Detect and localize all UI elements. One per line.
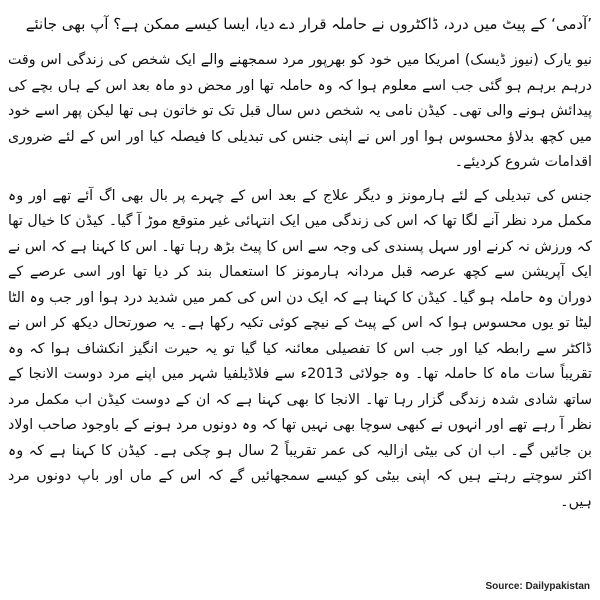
article-body (8, 10, 592, 515)
article-paragraph: نیو یارک (نیوز ڈیسک) امریکا میں خود کو بھرپور مرد سمجھنے والے ایک شخص کی زندگی اس وقت درہم برہم ہو گئی جب اسے معلوم ہوا کہ وہ حاملہ تھا اور محض دو ماہ بعد اس کے ہاں بچے کی پیدائش ہونے والی تھی۔ کیڈن نامی یہ شخص دس سال قبل تک تو خاتون ہی تھا لیکن پھر اسے خود میں کچھ بدلاؤ محسوس ہوا اور اس نے اپنی جنس کی تبدیلی کا فیصلہ کیا اور اس کے لئے ضروری اقدامات شروع کردیئے۔ (8, 52, 592, 170)
article-paragraph: جنس کی تبدیلی کے لئے ہارمونز و دیگر علاج کے بعد اس کے چہرے پر بال بھی اگ آئے تھے اور وہ مکمل مرد نظر آنے لگا تھا کہ اس کی زندگی میں ایک انتہائی غیر متوقع موڑ آ گیا۔ کیڈن کا خیال تھا کہ ورزش نہ کرنے اور سہل پسندی کی وجہ سے اس کا پیٹ بڑھ رہا تھا۔ اس کا کہنا ہے کہ اس نے ایک آپریشن سے کچھ عرصہ قبل مردانہ ہارمونز کا استعمال بند کر دیا تھا اور اسی عرصے کے دوران وہ حاملہ ہو گیا۔ کیڈن کا کہنا ہے کہ ایک دن اس کی کمر میں شدید درد ہوا اور جب وہ الٹا لیٹا تو یوں محسوس ہوا کہ اس کے پیٹ کے نیچے کوئی تکیہ رکھا ہے۔ یہ صورتحال دیکھ کر اس نے ڈاکٹر سے رابطہ کیا اور جب اس کا تفصیلی معائنہ کیا گیا تو یہ حیرت انگیز انکشاف ہوا کہ وہ تقریباً سات ماہ کا حاملہ تھا۔ وہ جولائی 2013ء سے فلاڈیلفیا شہر میں اپنے مرد دوست الانجا کے ساتھ شادی شدہ زندگی گزار رہا تھا۔ الانجا کا بھی کہنا ہے کہ ان کے دوست کیڈن اب مکمل مرد نظر آ رہے تھے اور انہوں نے کبھی سوچا بھی نہیں تھا کہ وہ دونوں مرد ہونے کے باوجود صاحب اولاد بن جائیں گے۔ اب ان کی بیٹی ازالیہ کی عمر تقریباً 2 سال ہو چکی ہے۔ کیڈن کا کہنا ہے کہ وہ اکثر سوچتے رہتے ہیں کہ اپنی بیٹی کو کیسے سمجھائیں گے کہ اس کے ماں اور باپ دونوں مرد ہیں۔ (8, 187, 592, 510)
source-credit: Source: Dailypakistan (485, 581, 590, 592)
article-headline: ’آدمی‘ کے پیٹ میں درد، ڈاکٹروں نے حاملہ قرار دے دیا، ایسا کیسے ممکن ہے؟ آپ بھی جانئے (25, 15, 592, 33)
